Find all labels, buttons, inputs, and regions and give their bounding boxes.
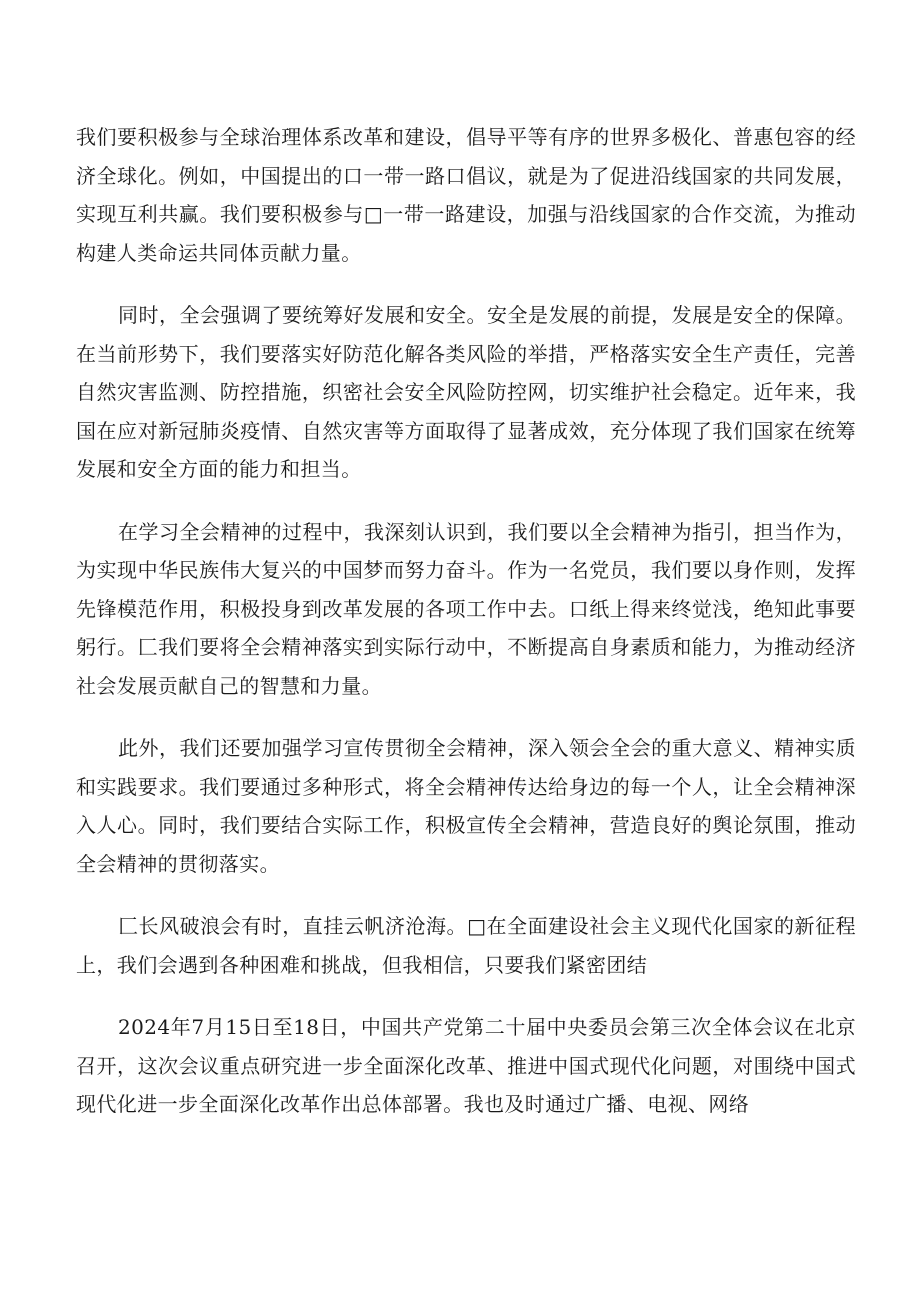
paragraph-publicity: 此外，我们还要加强学习宣传贯彻全会精神，深入领会全会的重大意义、精神实质和实践要求。我们要通过多种形式，将全会精神传达给身边的每一个人，让全会精神深入人心。同时，我们要结合实际工作，积极宣传全会精神，营造良好的舆论氛围，推动全会精神的贯彻落实。 bbox=[76, 736, 856, 876]
paragraph-new-journey: 匚长风破浪会有时，直挂云帆济沧海。□在全面建设社会主义现代化国家的新征程上，我们会遇到各种困难和挑战，但我相信，只要我们紧密团结 bbox=[76, 914, 856, 977]
paragraph-development-security: 同时，全会强调了要统筹好发展和安全。安全是发展的前提，发展是安全的保障。在当前形势下，我们要落实好防范化解各类风险的举措，严格落实安全生产责任，完善自然灾害监测、防控措施，织密社会安全风险防控网，切实维护社会稳定。近年来，我国在应对新冠肺炎疫情、自然灾害等方面取得了显著成效，充分体现了我们国家在统筹发展和安全方面的能力和担当。 bbox=[76, 303, 856, 481]
paragraph-learning-spirit: 在学习全会精神的过程中，我深刻认识到，我们要以全会精神为指引，担当作为，为实现中华民族伟大复兴的中国梦而努力奋斗。作为一名党员，我们要以身作则，发挥先锋模范作用，积极投身到改革发展的各项工作中去。口纸上得来终觉浅，绝知此事要躬行。匚我们要将全会精神落实到实际行动中，不断提高自身素质和能力，为推动经济社会发展贡献自己的智慧和力量。 bbox=[76, 519, 856, 698]
document-page bbox=[76, 118, 856, 1124]
paragraph-global-governance: 我们要积极参与全球治理体系改革和建设，倡导平等有序的世界多极化、普惠包容的经济全球化。例如，中国提出的口一带一路口倡议，就是为了促进沿线国家的共同发展，实现互利共赢。我们要积极参与□一带一路建设，加强与沿线国家的合作交流，为推动构建人类命运共同体贡献力量。 bbox=[76, 125, 856, 265]
paragraph-plenary-session: 2024年7月15日至18日，中国共产党第二十届中央委员会第三次全体会议在北京召开，这次会议重点研究进一步全面深化改革、推进中国式现代化问题，对围绕中国式现代化进一步全面深化改革作出总体部署。我也及时通过广播、电视、网络 bbox=[76, 1015, 856, 1116]
